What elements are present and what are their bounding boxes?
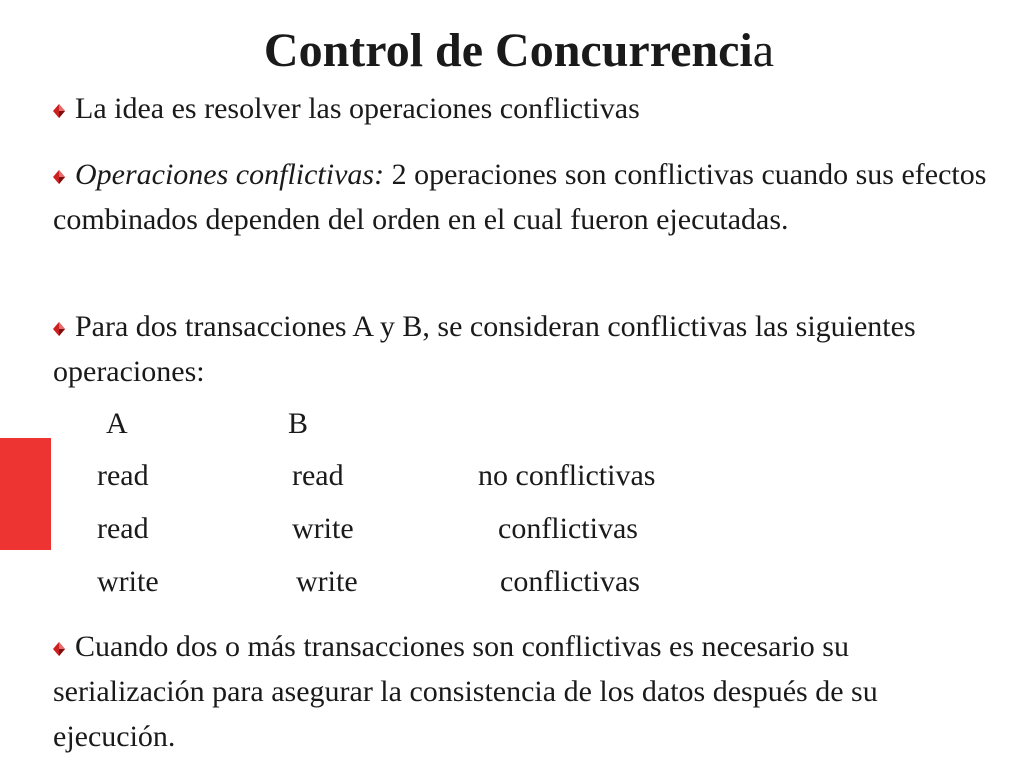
bullet-text-5: Cuando dos o más transacciones son conflictivas es necesario su serialización para asegurar la consistencia de los datos después de su ejecución.: [53, 630, 878, 753]
red-accent-bar: [0, 438, 51, 550]
bullet-paragraph-2: [53, 152, 1003, 242]
bullet-text-1: La idea es resolver las operaciones conflictivas: [75, 92, 640, 125]
bullet-text-2-italic: Operaciones conflictivas:: [75, 158, 385, 191]
table-cell-r2-b: write: [292, 512, 354, 545]
table-cell-r1-a: read: [97, 459, 149, 492]
red-diamond-bullet-icon: [53, 170, 65, 184]
bullet-paragraph-3: [53, 304, 1003, 394]
table-cell-r1-b: read: [292, 459, 344, 492]
bullet-text-3: Para dos transacciones A y B, se consideran conflictivas las siguientes operaciones:: [53, 310, 916, 388]
red-diamond-bullet-icon: [53, 322, 65, 336]
page-title: [0, 22, 1024, 80]
table-cell-r3-a: write: [97, 565, 159, 598]
title-main: Control de Concurrenci: [263, 24, 753, 77]
table-header-a: A: [106, 407, 128, 440]
table-cell-r2-result: conflictivas: [498, 512, 638, 545]
bullet-paragraph-1: [53, 86, 1003, 131]
table-cell-r2-a: read: [97, 512, 149, 545]
red-diamond-bullet-icon: [53, 642, 65, 656]
table-cell-r3-b: write: [296, 565, 358, 598]
bullet-text-2: 2 operaciones son conflictivas cuando sus efectos combinados dependen del orden en el cual fueron ejecutadas.: [53, 158, 987, 236]
bullet-paragraph-5: [53, 624, 1003, 759]
table-cell-r3-result: conflictivas: [500, 565, 640, 598]
table-header-b: B: [288, 407, 309, 440]
red-diamond-bullet-icon: [53, 104, 65, 118]
title-tail: a: [752, 24, 775, 77]
table-cell-r1-result: no conflictivas: [478, 459, 656, 492]
